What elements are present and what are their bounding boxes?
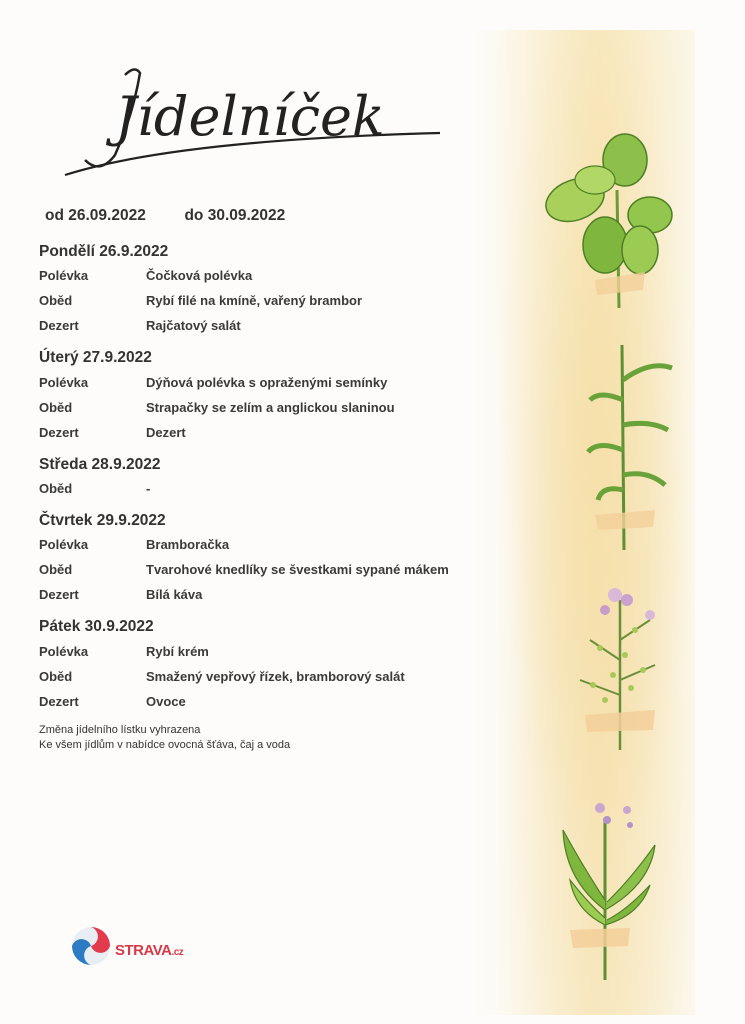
item-value: Smažený vepřový řízek, bramborový salát — [146, 669, 405, 684]
item-value: Bílá káva — [146, 587, 203, 602]
item-label: Oběd — [39, 400, 73, 415]
item-value: Rybí filé na kmíně, vařený brambor — [146, 293, 363, 308]
title-text: Jídelníček — [115, 85, 385, 148]
item-value: Rajčatový salát — [146, 318, 241, 333]
item-value: Rybí krém — [146, 644, 209, 659]
logo-suffix: .cz — [171, 947, 184, 958]
menu-title — [55, 55, 455, 185]
item-value: Tvarohové knedlíky se švestkami sypané mákem — [146, 562, 449, 577]
day-title-wednesday: Středa 28.9.2022 — [39, 456, 161, 473]
from-date: 26.09.2022 — [68, 207, 146, 224]
note-line: Ke všem jídlům v nabídce ovocná šťáva, čaj a voda — [39, 739, 291, 751]
from-label: od — [45, 207, 64, 224]
item-value: - — [146, 481, 151, 496]
to-date: 30.09.2022 — [207, 207, 286, 224]
item-value: Ovoce — [146, 694, 186, 709]
item-value: Strapačky se zelím a anglickou slaninou — [146, 400, 395, 415]
strava-logo-text — [115, 942, 183, 959]
day-title-monday: Pondělí 26.9.2022 — [39, 243, 169, 260]
item-value: Dýňová polévka s opraženými semínky — [146, 375, 388, 390]
item-label: Polévka — [39, 268, 89, 283]
item-label: Dezert — [39, 694, 79, 709]
note-line: Změna jídelního lístku vyhrazena — [39, 724, 201, 736]
day-title-thursday: Čtvrtek 29.9.2022 — [39, 512, 166, 529]
item-label: Dezert — [39, 425, 79, 440]
item-label: Oběd — [39, 293, 73, 308]
item-label: Polévka — [39, 644, 89, 659]
item-value: Bramboračka — [146, 537, 230, 552]
item-label: Oběd — [39, 562, 73, 577]
strava-logo-icon — [70, 925, 112, 967]
to-label: do — [184, 207, 204, 224]
item-label: Oběd — [39, 669, 73, 684]
item-label: Dezert — [39, 318, 79, 333]
date-range — [45, 207, 285, 225]
basil-illustration — [535, 130, 675, 310]
item-label: Polévka — [39, 375, 89, 390]
item-label: Oběd — [39, 481, 73, 496]
sage-illustration — [555, 790, 665, 985]
tarragon-illustration — [580, 340, 680, 555]
day-title-friday: Pátek 30.9.2022 — [39, 618, 154, 635]
item-value: Čočková polévka — [146, 268, 253, 283]
item-label: Polévka — [39, 537, 89, 552]
thyme-illustration — [565, 580, 675, 755]
day-title-tuesday: Úterý 27.9.2022 — [39, 349, 152, 366]
logo-name: STRAVA — [115, 942, 172, 959]
item-value: Dezert — [146, 425, 186, 440]
item-label: Dezert — [39, 587, 79, 602]
